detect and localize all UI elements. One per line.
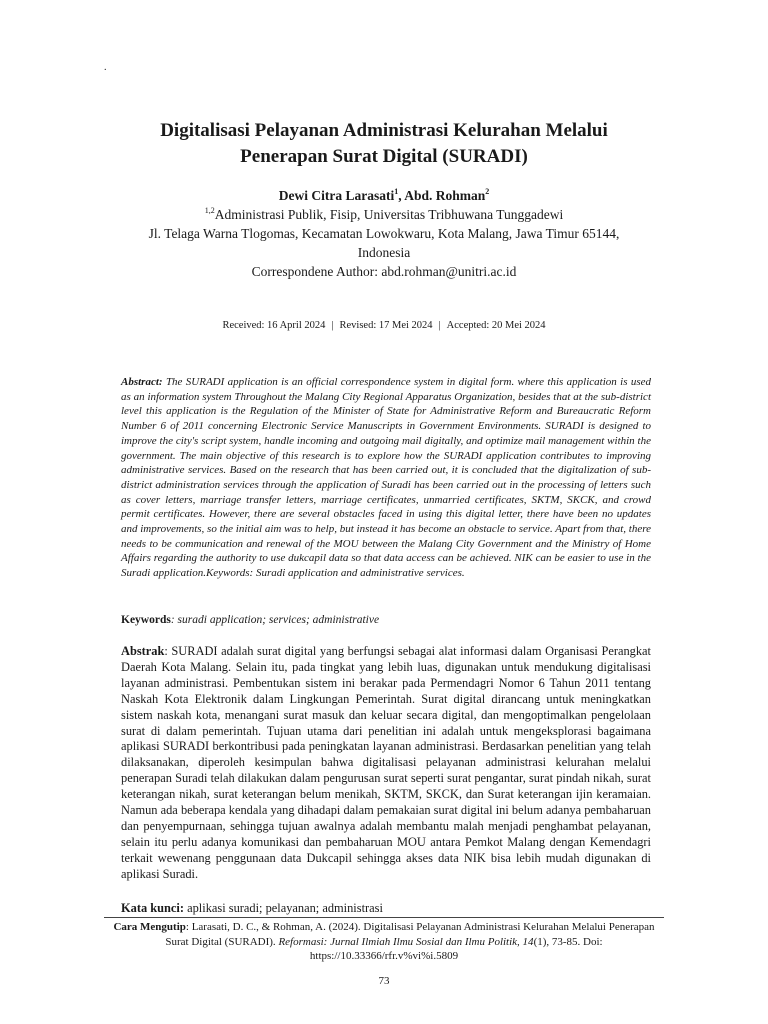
title-line-2: Penerapan Surat Digital (SURADI)	[240, 146, 528, 167]
page-number: 73	[378, 975, 390, 987]
author-1-sup: 1	[394, 187, 399, 196]
country: Indonesia	[357, 245, 411, 260]
author-2: Abd. Rohman	[404, 188, 486, 203]
address: Jl. Telaga Warna Tlogomas, Kecamatan Lowokwaru, Kota Malang, Jawa Timur 65144,	[148, 226, 620, 241]
abstract-indonesian	[121, 644, 651, 883]
abstrak-label: Abstrak	[121, 644, 165, 658]
abstract-text: The SURADI application is an official correspondence system in digital form. where this application is used as an information system Throughout the Malang City Regional Apparatus Organization, besides that at the sub-district level this application is the Regulation of the Minister of State for Administrative Reform and Bureaucratic Reform Number 6 of 2011 concerning Electronic Service Manuscripts in Government Environments. SURADI is designed to improve the city's script system, handle incoming and outgoing mail digitally, and optimize mail management within the government. The main objective of this research is to explore how the SURADI application contributes to improving administrative services. Based on the research that has been carried out, it is concluded that the digitalization of sub-district administration services through the application of Suradi has been carried out in the processing of letters such as cover letters, marriage transfer letters, marriage certificates, unmarried certificates, SKTM, SKCK, and crowd permit certificates. However, there are several obstacles faced in using this digital letter, there have been no updates and improvements, so the initial aim was to help, but instead it has become an obstacle to service. Apart from that, there needs to be communication and renewal of the MOU between the Malang City Government and the Ministry of Home Affairs regarding the authority to use dukcapil data so that data access can be achieved. NIK can be easier to use in the Suradi application.Keywords: Suradi application and administrative services.	[121, 376, 651, 580]
page-mark: .	[104, 62, 107, 73]
kata-kunci-text: aplikasi suradi; pelayanan; administrasi	[187, 901, 383, 915]
date-separator: |	[438, 320, 441, 331]
abstract-label: Abstract:	[121, 376, 163, 388]
received-date: Received: 16 April 2024	[222, 320, 326, 331]
affiliation	[100, 205, 668, 224]
citation-label: Cara Mengutip	[113, 921, 186, 933]
citation-doi: (1), 73-85. Doi: https://10.33366/rfr.v%vi%i.5809	[309, 935, 603, 963]
keywords-english	[121, 614, 651, 626]
abstract-english	[121, 375, 651, 581]
author-2-sup: 2	[485, 187, 490, 196]
date-separator: |	[331, 320, 334, 331]
revised-date: Revised: 17 Mei 2024	[339, 320, 433, 331]
abstrak-text: : SURADI adalah surat digital yang berfungsi sebagai alat informasi dalam Organisasi Perangkat Daerah Kota Malang. Selain itu, pada tingkat yang lebih luas, digunakan untuk mendukung digitalisasi layanan administrasi. Pembentukan sistem ini berakar pada Permendagri Nomor 6 Tahun 2011 tentang Naskah Kota Elektronik dalam Lingkungan Pemerintah. Surat digital dirancang untuk meningkatkan sistem naskah kota, menangani surat masuk dan keluar secara digital, dan mengoptimalkan pengelolaan surat di dalam pemerintah. Tujuan utama dari penelitian ini adalah untuk mengeksplorasi bagaimana aplikasi SURADI berkontribusi pada peningkatan layanan administrasi. Berdasarkan penelitian yang telah dilaksanakan, diperoleh kesimpulan bahwa digitalisasi pelayanan administrasi kelurahan melalui penerapan Suradi telah dilakukan dalam pengurusan surat seperti surat pengantar, surat pindah nikah, surat keterangan nikah, surat keterangan belum menikah, SKTM, SKCK, dan Surat keterangan ijin keramaian. Namun ada beberapa kendala yang dihadapi dalam pemakaian surat digital ini belum adanya pembaharuan dan penyempurnaan, sehingga tujuan awalnya adalah membantu malah menjadi penghambat pelayanan, selain itu perlu adanya komunikasi dan pembaharuan MOU antara Pemkot Malang dengan Kemendagri terkait wewenang penggunaan data Dukcapil sehingga akses data NIK bisa lebih mudah digunakan di aplikasi Suradi.	[121, 644, 651, 881]
citation-block	[108, 920, 660, 964]
citation-divider	[104, 917, 664, 918]
correspondence: Correspondene Author: abd.rohman@unitri.ac.id	[251, 264, 517, 279]
author-names: Dewi Citra Larasati$^1$, Abd. Rohman$^2$	[278, 187, 490, 203]
author-block	[100, 186, 668, 281]
keywords-indonesian	[121, 901, 651, 916]
author-1: Dewi Citra Larasati	[278, 188, 395, 203]
citation-journal: Reformasi: Jurnal Ilmiah Ilmu Sosial dan Ilmu Politik, 14	[278, 935, 534, 948]
kata-kunci-label: Kata kunci:	[121, 901, 184, 915]
article-dates	[100, 320, 668, 331]
affiliation-sup: 1,2	[204, 206, 215, 215]
citation-text: : Larasati, D. C., & Rohman, A. (2024). Digitalisasi Pelayanan Administrasi Kelurahan Melalui Penerapan Surat Digital (SURADI).	[165, 921, 655, 948]
keywords-label: Keywords	[121, 614, 171, 626]
accepted-date: Accepted: 20 Mei 2024	[446, 320, 546, 331]
title-line-1: Digitalisasi Pelayanan Administrasi Kelurahan Melalui	[160, 120, 608, 141]
keywords-text: : suradi application; services; administrative	[170, 614, 380, 626]
affiliation-text: Administrasi Publik, Fisip, Universitas Tribhuwana Tunggadewi	[214, 207, 564, 222]
article-title	[100, 118, 668, 170]
